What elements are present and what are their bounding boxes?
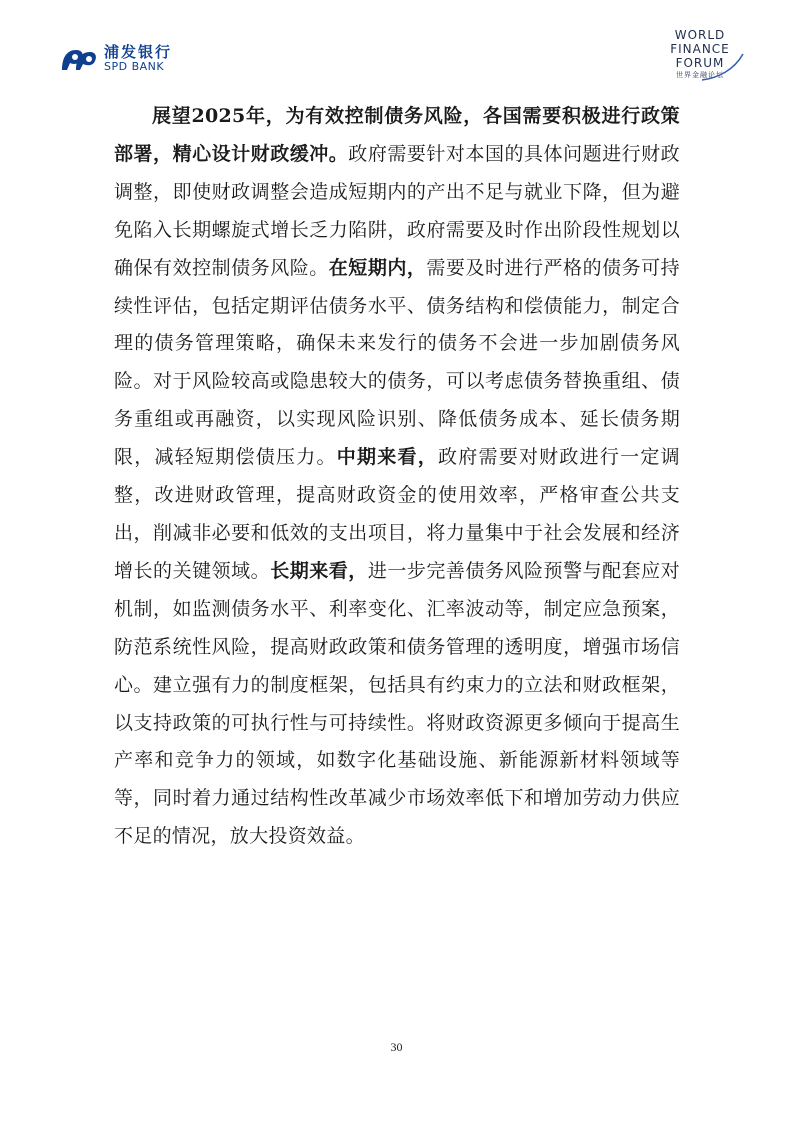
short-term-heading: 在短期内， [328, 256, 427, 279]
main-content [114, 98, 680, 856]
forum-logo-name-cn: 世界金融论坛 [676, 71, 724, 79]
forum-swoosh-icon [700, 52, 745, 82]
spd-bank-name-en: SPD BANK [104, 60, 165, 73]
page-number: 30 [390, 1040, 403, 1054]
spd-bank-name-cn: 浦发银行 [104, 43, 173, 61]
spd-bank-logo-icon [58, 44, 98, 74]
page-header [0, 0, 793, 90]
lead-sentence: 展望2025年，为有效控制债务风险，各国需要积极进行政策部署，精心设计财政缓冲。 [114, 105, 680, 165]
spd-bank-wordmark [104, 44, 172, 73]
forum-logo-line-1: WORLD [674, 28, 726, 42]
body-paragraph [114, 98, 680, 856]
forum-logo-line-3: FORUM [675, 56, 725, 70]
medium-term-text: 政府需要对财政进行一定调整，改进财政管理，提高财政资金的使用效率，严格审查公共支出，削减非必要和低效的支出项目，将力量集中于社会发展和经济增长的关键领域。 [114, 446, 680, 582]
long-term-heading: 长期来看， [270, 559, 368, 582]
government-adjustment-text: 政府需要针对本国的具体问题进行财政调整，即使财政调整会造成短期内的产出不足与就业下降，但为避免陷入长期螺旋式增长乏力陷阱，政府需要及时作出阶段性规划以确保有效控制债务风险。 [114, 142, 680, 279]
medium-term-heading: 中期来看， [336, 446, 438, 469]
long-term-text: 进一步完善债务风险预警与配套应对机制，如监测债务水平、利率变化、汇率波动等，制定应急预案，防范系统性风险，提高财政政策和债务管理的透明度，增强市场信心。建立强有力的制度框架，包括具有约束力的立法和财政框架，以支持政策的可执行性与可持续性。将财政资源更多倾向于提高生产率和竞争力的领域，如数字化基础设施、新能源新材料领域等等，同时着力通过结构性改革减少市场效率低下和增加劳动力供应不足的情况，放大投资效益。 [114, 559, 680, 848]
short-term-text: 需要及时进行严格的债务可持续性评估，包括定期评估债务水平、债务结构和偿债能力，制定合理的债务管理策略，确保未来发行的债务不会进一步加剧债务风险。对于风险较高或隐患较大的债务，可以考虑债务替换重组、债务重组或再融资，以实现风险识别、降低债务成本、延长债务期限，减轻短期偿债压力。 [114, 256, 680, 469]
forum-logo-line-2: FINANCE [670, 42, 730, 56]
